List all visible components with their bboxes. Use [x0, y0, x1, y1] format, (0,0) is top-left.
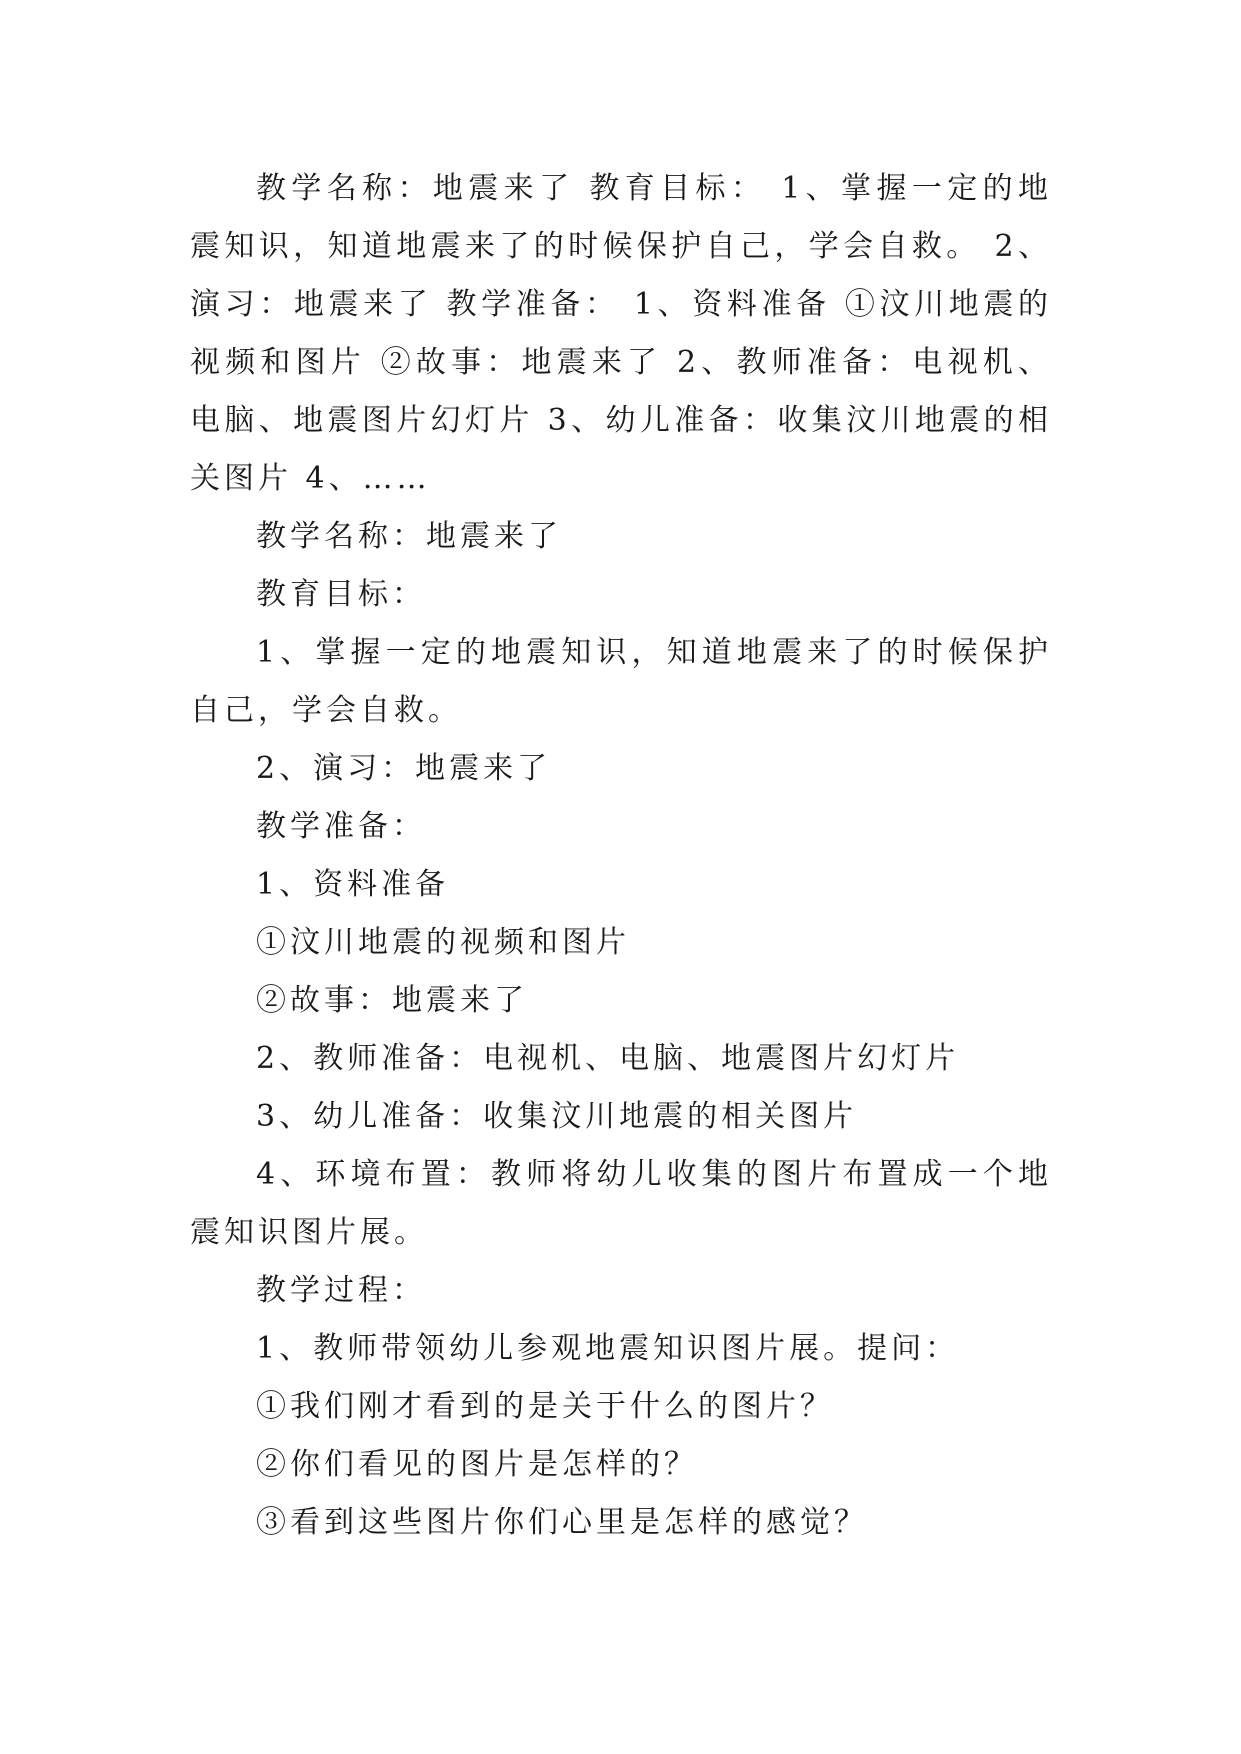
- paragraph-course-name: 教学名称：地震来了: [256, 519, 562, 554]
- paragraph-goal-2: 2、演习：地震来了: [256, 751, 552, 786]
- paragraph-prep-2: 2、教师准备：电视机、电脑、地震图片幻灯片: [256, 1041, 960, 1076]
- paragraph-prep-1: 1、资料准备: [256, 867, 450, 902]
- paragraph-prep-1b: ②故事：地震来了: [256, 983, 528, 1018]
- paragraph-goal-1: 1、掌握一定的地震知识，知道地震来了的时候保护自己，学会自救。: [190, 635, 1052, 728]
- summary-paragraph: 教学名称：地震来了 教育目标： 1、掌握一定的地震知识，知道地震来了的时候保护自己，学会自救。 2、演习：地震来了 教学准备： 1、资料准备 ①汶川地震的视频和图片 ②故事：地震来了 2、教师准备：电视机、电脑、地震图片幻灯片 3、幼儿准备：收集汶川地震的相关图片 4、……: [190, 171, 1052, 496]
- paragraph-question-1: ①我们刚才看到的是关于什么的图片？: [256, 1389, 834, 1424]
- paragraph-prep-4: 4、环境布置：教师将幼儿收集的图片布置成一个地震知识图片展。: [190, 1157, 1052, 1250]
- paragraph-prep-3: 3、幼儿准备：收集汶川地震的相关图片: [256, 1099, 858, 1134]
- paragraph-question-2: ②你们看见的图片是怎样的？: [256, 1447, 698, 1482]
- paragraph-prep-heading: 教学准备：: [256, 809, 426, 844]
- paragraph-process-1: 1、教师带领幼儿参观地震知识图片展。提问：: [256, 1331, 960, 1366]
- paragraph-question-3: ③看到这些图片你们心里是怎样的感觉？: [256, 1505, 868, 1540]
- document-body: [190, 160, 1052, 1552]
- paragraph-prep-1a: ①汶川地震的视频和图片: [256, 925, 630, 960]
- paragraph-process-heading: 教学过程：: [256, 1273, 426, 1308]
- paragraph-goals-heading: 教育目标：: [256, 577, 426, 612]
